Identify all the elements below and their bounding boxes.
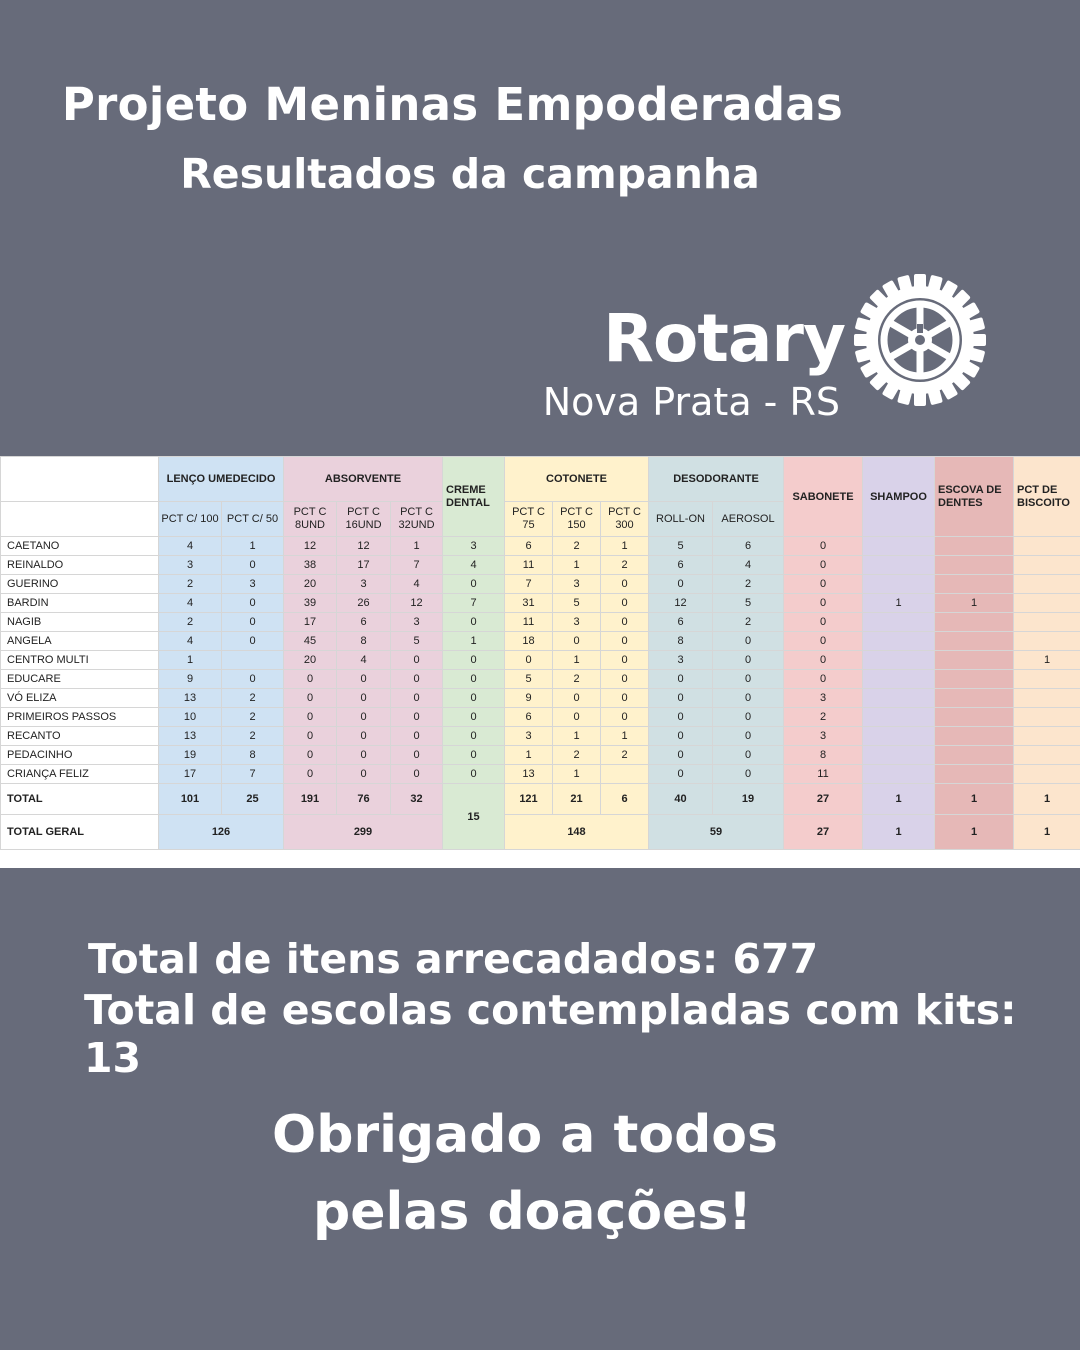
table-cell: 13 [505,765,553,784]
subheader-cell: PCT C 150 [553,502,601,537]
table-row [1,765,1080,784]
table-cell: 1 [391,537,443,556]
group-creme-dental: CREME DENTAL [443,457,505,537]
table-cell: 0 [553,689,601,708]
table-cell: 0 [601,708,649,727]
table-cell: 3 [649,651,713,670]
table-cell: 0 [601,651,649,670]
table-cell [935,556,1014,575]
table-cell [863,746,935,765]
table-cell: 2 [713,575,784,594]
table-cell: 17 [159,765,222,784]
table-cell [1014,575,1080,594]
table-cell: 39 [284,594,337,613]
table-cell: 38 [284,556,337,575]
total-row [1,784,1080,815]
table-cell: 1 [159,651,222,670]
table-cell: 0 [391,708,443,727]
table-cell [601,765,649,784]
group-lenco: LENÇO UMEDECIDO [159,457,284,502]
school-name: ANGELA [1,632,159,651]
thanks-line-2: pelas doações! [313,1182,752,1242]
table-cell: 0 [784,537,863,556]
group-header-row [1,457,1080,502]
table-cell [935,670,1014,689]
donation-table [0,456,1080,850]
table-cell: 11 [784,765,863,784]
table-cell: 20 [284,575,337,594]
table-cell [863,537,935,556]
table-cell: 7 [443,594,505,613]
table-cell: 7 [505,575,553,594]
table-cell: 1 [863,594,935,613]
subheader-cell: PCT C/ 50 [222,502,284,537]
rotary-location: Nova Prata - RS [542,380,840,424]
table-cell: 1 [553,651,601,670]
table-cell: 2 [222,689,284,708]
table-cell: 0 [649,689,713,708]
table-cell: 26 [337,594,391,613]
table-cell: 2 [713,613,784,632]
table-cell: 0 [784,632,863,651]
table-cell [222,651,284,670]
school-name: CAETANO [1,537,159,556]
table-cell [935,651,1014,670]
grand-total-absorvente: 299 [284,815,443,850]
table-cell: 1 [601,727,649,746]
table-cell: 6 [505,708,553,727]
table-cell: 12 [337,537,391,556]
table-cell: 0 [713,708,784,727]
table-cell: 0 [713,689,784,708]
table-cell: 0 [284,746,337,765]
table-cell: 4 [391,575,443,594]
school-name: EDUCARE [1,670,159,689]
table-cell: 11 [505,556,553,575]
table-cell: 2 [222,727,284,746]
school-name: PEDACINHO [1,746,159,765]
school-name: NAGIB [1,613,159,632]
table-cell [863,689,935,708]
table-row [1,727,1080,746]
table-cell: 2 [222,708,284,727]
table-cell: 8 [337,632,391,651]
table-cell: 1 [222,537,284,556]
table-cell: 32 [391,784,443,815]
table-cell: 2 [553,670,601,689]
grand-total-creme: 15 [443,784,505,850]
table-cell: 3 [391,613,443,632]
table-cell: 0 [601,632,649,651]
table-cell: 10 [159,708,222,727]
table-cell [935,632,1014,651]
table-cell: 5 [713,594,784,613]
table-cell: 1 [553,765,601,784]
table-cell [863,613,935,632]
table-cell: 1 [553,727,601,746]
table-body [1,537,1080,784]
grand-total-shampoo: 1 [863,815,935,850]
table-cell [935,746,1014,765]
subheader-cell: PCT C 8UND [284,502,337,537]
table-cell: 0 [337,765,391,784]
table-row [1,632,1080,651]
table-cell [1014,556,1080,575]
table-cell [1014,765,1080,784]
rotary-wheel-icon [852,272,988,408]
table-cell: 45 [284,632,337,651]
table-cell: 0 [443,689,505,708]
table-cell: 0 [443,670,505,689]
table-cell: 0 [391,727,443,746]
table-cell [935,613,1014,632]
table-cell: 0 [713,670,784,689]
table-cell: 2 [601,556,649,575]
table-cell: 0 [649,575,713,594]
table-cell [1014,613,1080,632]
table-row [1,556,1080,575]
table-cell: 17 [337,556,391,575]
table-cell: 3 [553,575,601,594]
table-cell: 5 [649,537,713,556]
table-cell: 6 [713,537,784,556]
table-cell: 8 [784,746,863,765]
table-cell: 2 [553,746,601,765]
table-cell: 7 [391,556,443,575]
table-cell: 0 [284,765,337,784]
table-cell [1014,670,1080,689]
table-cell: 0 [713,651,784,670]
table-cell: 0 [337,727,391,746]
table-cell [935,708,1014,727]
school-name: CENTRO MULTI [1,651,159,670]
grand-total-label: TOTAL GERAL [1,815,159,850]
rotary-brand-name: Rotary [603,300,845,377]
table-cell: 2 [601,746,649,765]
table-cell: 0 [713,765,784,784]
table-cell [863,670,935,689]
table-cell: 0 [222,594,284,613]
donation-spreadsheet [0,456,1080,868]
table-cell: 0 [337,689,391,708]
table-cell: 0 [649,727,713,746]
table-cell: 0 [601,613,649,632]
table-cell: 0 [443,765,505,784]
table-cell: 0 [784,651,863,670]
table-cell: 4 [337,651,391,670]
table-cell: 1 [935,594,1014,613]
subheader-cell: PCT C 300 [601,502,649,537]
table-cell: 0 [601,575,649,594]
table-cell: 0 [222,632,284,651]
table-cell: 0 [784,575,863,594]
table-cell [863,727,935,746]
table-cell [863,765,935,784]
table-cell: 7 [222,765,284,784]
table-cell: 5 [505,670,553,689]
table-cell: 0 [784,556,863,575]
subheader-cell: ROLL-ON [649,502,713,537]
school-name: REINALDO [1,556,159,575]
table-cell: 11 [505,613,553,632]
table-row [1,689,1080,708]
table-cell: 0 [601,594,649,613]
subheader-cell: PCT C 32UND [391,502,443,537]
school-name: BARDIN [1,594,159,613]
table-cell: 0 [337,708,391,727]
table-cell: 0 [505,651,553,670]
table-cell: 18 [505,632,553,651]
table-cell: 3 [784,689,863,708]
table-cell: 4 [713,556,784,575]
table-cell: 5 [391,632,443,651]
school-name: CRIANÇA FELIZ [1,765,159,784]
corner-cell [1,502,159,537]
table-cell: 0 [601,689,649,708]
table-cell: 20 [284,651,337,670]
grand-total-lenco: 126 [159,815,284,850]
table-cell: 5 [553,594,601,613]
table-cell: 1 [1014,784,1080,815]
table-cell: 0 [443,613,505,632]
table-cell: 0 [713,746,784,765]
table-cell [935,689,1014,708]
table-cell [1014,689,1080,708]
table-cell: 0 [222,613,284,632]
table-cell: 6 [649,613,713,632]
table-cell: 6 [337,613,391,632]
table-cell: 3 [337,575,391,594]
table-cell: 76 [337,784,391,815]
table-cell: 0 [601,670,649,689]
table-cell: 13 [159,727,222,746]
table-cell: 0 [337,746,391,765]
table-row [1,594,1080,613]
table-cell [863,575,935,594]
table-cell: 1 [553,556,601,575]
table-cell [935,575,1014,594]
table-cell: 0 [649,670,713,689]
table-cell: 3 [443,537,505,556]
table-cell: 25 [222,784,284,815]
table-cell: 8 [222,746,284,765]
subheader-cell: PCT C/ 100 [159,502,222,537]
group-cotonete: COTONETE [505,457,649,502]
table-cell: 0 [713,727,784,746]
table-cell: 0 [553,632,601,651]
table-cell: 4 [159,594,222,613]
table-cell: 17 [284,613,337,632]
table-cell: 0 [443,727,505,746]
table-row [1,670,1080,689]
table-row [1,708,1080,727]
table-cell: 1 [505,746,553,765]
table-cell: 4 [443,556,505,575]
table-cell: 1 [601,537,649,556]
table-cell [863,632,935,651]
table-cell: 3 [553,613,601,632]
table-cell: 0 [391,689,443,708]
table-row [1,613,1080,632]
table-cell: 0 [553,708,601,727]
table-cell [1014,746,1080,765]
table-cell: 9 [159,670,222,689]
thanks-line-1: Obrigado a todos [272,1105,778,1165]
table-cell: 0 [284,708,337,727]
grand-total-row [1,815,1080,850]
table-cell: 31 [505,594,553,613]
table-cell: 0 [784,594,863,613]
table-cell: 12 [284,537,337,556]
subheader-cell: PCT C 16UND [337,502,391,537]
table-cell: 19 [713,784,784,815]
table-cell: 4 [159,632,222,651]
table-cell: 40 [649,784,713,815]
table-cell: 191 [284,784,337,815]
table-cell: 3 [505,727,553,746]
campaign-title: Projeto Meninas Empoderadas [61,78,844,131]
table-cell: 0 [284,689,337,708]
table-cell: 2 [784,708,863,727]
table-cell [863,651,935,670]
total-label: TOTAL [1,784,159,815]
table-cell: 1 [863,784,935,815]
table-cell [1014,537,1080,556]
school-name: RECANTO [1,727,159,746]
group-desodorante: DESODORANTE [649,457,784,502]
table-cell: 1 [1014,651,1080,670]
table-cell: 9 [505,689,553,708]
grand-total-desodorante: 59 [649,815,784,850]
subheader-cell: PCT C 75 [505,502,553,537]
table-row [1,651,1080,670]
group-biscoito: PCT DE BISCOITO [1014,457,1080,537]
table-cell: 0 [443,746,505,765]
table-cell: 0 [649,765,713,784]
school-name: GUERINO [1,575,159,594]
table-cell [1014,594,1080,613]
table-cell: 6 [649,556,713,575]
table-cell: 8 [649,632,713,651]
table-cell: 6 [505,537,553,556]
table-cell: 0 [784,670,863,689]
table-cell: 21 [553,784,601,815]
table-row [1,575,1080,594]
table-cell [935,727,1014,746]
table-cell: 0 [649,708,713,727]
table-cell: 2 [159,613,222,632]
table-cell: 13 [159,689,222,708]
table-cell: 121 [505,784,553,815]
table-cell: 2 [159,575,222,594]
table-cell: 19 [159,746,222,765]
table-cell: 0 [222,670,284,689]
corner-cell [1,457,159,502]
grand-total-escova: 1 [935,815,1014,850]
table-cell: 0 [222,556,284,575]
school-name: PRIMEIROS PASSOS [1,708,159,727]
table-cell: 0 [713,632,784,651]
table-cell: 2 [553,537,601,556]
table-cell: 1 [935,784,1014,815]
table-cell: 12 [649,594,713,613]
table-cell: 0 [443,651,505,670]
table-cell: 3 [784,727,863,746]
table-cell: 0 [784,613,863,632]
group-escova: ESCOVA DE DENTES [935,457,1014,537]
table-cell: 101 [159,784,222,815]
table-cell: 0 [391,746,443,765]
table-cell: 0 [391,765,443,784]
table-cell: 1 [443,632,505,651]
table-row [1,746,1080,765]
total-items-text: Total de itens arrecadados: 677 [88,935,819,983]
table-cell: 6 [601,784,649,815]
table-cell: 4 [159,537,222,556]
table-cell [935,537,1014,556]
table-cell: 0 [443,708,505,727]
table-cell: 0 [649,746,713,765]
group-absorvente: ABSORVENTE [284,457,443,502]
table-cell: 0 [391,651,443,670]
table-cell [1014,632,1080,651]
table-cell: 0 [284,670,337,689]
table-cell: 12 [391,594,443,613]
table-cell: 27 [784,784,863,815]
table-row [1,537,1080,556]
table-cell: 0 [337,670,391,689]
subheader-cell: AEROSOL [713,502,784,537]
group-sabonete: SABONETE [784,457,863,537]
grand-total-biscoito: 1 [1014,815,1080,850]
table-cell [1014,727,1080,746]
school-name: VÓ ELIZA [1,689,159,708]
group-shampoo: SHAMPOO [863,457,935,537]
table-cell: 3 [222,575,284,594]
table-cell [1014,708,1080,727]
table-cell: 3 [159,556,222,575]
total-schools-text: Total de escolas contempladas com kits: 13 [84,986,1017,1082]
table-cell [863,556,935,575]
table-cell [863,708,935,727]
table-cell: 0 [284,727,337,746]
table-cell: 0 [391,670,443,689]
table-cell [935,765,1014,784]
grand-total-sabonete: 27 [784,815,863,850]
table-cell: 0 [443,575,505,594]
campaign-subtitle: Resultados da campanha [180,150,760,198]
grand-total-cotonete: 148 [505,815,649,850]
